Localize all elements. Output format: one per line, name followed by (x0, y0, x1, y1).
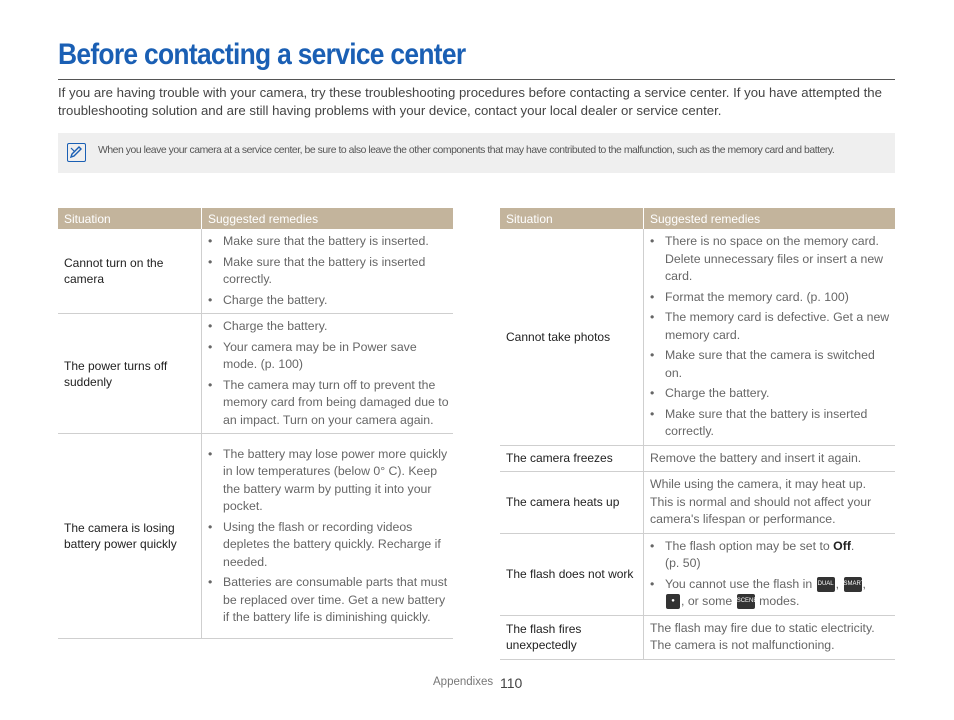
flash-item2-mid: , or some (681, 594, 733, 608)
header-remedies: Suggested remedies (644, 208, 896, 229)
remedy-item: • The memory card is defective. Get a new memory card. (650, 309, 891, 344)
situation-cell: The camera freezes (500, 445, 644, 472)
table-row (500, 615, 895, 659)
remedy-text: The flash may fire due to static electricity. The camera is not malfunctioning. (650, 620, 875, 652)
remedy-item: • The battery may lose power more quickly in low temperatures (below 0° C). Keep the battery warm by putting it into your pocket. (208, 446, 449, 516)
situation-cell: The power turns off suddenly (58, 314, 202, 434)
remedy-cell (644, 445, 896, 472)
table-row (500, 229, 895, 445)
table-row (58, 229, 453, 314)
smart-mode-icon: SMART (844, 577, 862, 592)
header-situation: Situation (500, 208, 644, 229)
table-row (58, 314, 453, 434)
remedy-item: • Batteries are consumable parts that must be replaced over time. Get a new battery if the battery life is diminishing quickly. (208, 574, 449, 627)
table-row (500, 472, 895, 534)
remedy-cell (644, 615, 896, 659)
remedy-text: While using the camera, it may heat up. This is normal and should not affect your camera's lifespan or performance. (650, 477, 872, 526)
troubleshooting-table-right (500, 208, 895, 660)
remedy-text: Remove the battery and insert it again. (650, 450, 862, 465)
flash-off-label: Off (833, 538, 851, 553)
flash-item2-text: You cannot use the flash in (665, 576, 813, 591)
flash-item1-end: . (850, 538, 855, 553)
remedy-item: • Using the flash or recording videos depletes the battery quickly. Recharge if needed. (208, 519, 449, 572)
scene-mode-icon: SCENE (737, 594, 755, 609)
remedy-item (650, 538, 891, 573)
troubleshooting-table-left (58, 208, 453, 639)
flash-item1-text: The flash option may be set to (665, 538, 834, 553)
header-situation: Situation (58, 208, 202, 229)
remedy-item: • The camera may turn off to prevent the memory card from being damaged due to an impact. Turn on your camera again. (208, 377, 449, 430)
remedy-item: • Make sure that the battery is inserted correctly. (650, 406, 891, 441)
note-box (58, 133, 895, 173)
remedy-cell (202, 314, 454, 434)
flash-item1-page: (p. 50) (665, 556, 701, 570)
remedy-item: • Make sure that the camera is switched on. (650, 347, 891, 382)
remedy-item: • Charge the battery. (208, 318, 449, 336)
table-row (500, 445, 895, 472)
movie-mode-icon: ● (666, 594, 680, 609)
flash-item2-end: modes. (759, 594, 800, 608)
situation-cell: The flash does not work (500, 533, 644, 615)
remedy-cell (202, 229, 454, 314)
remedy-item: • Your camera may be in Power save mode. (p. 100) (208, 339, 449, 374)
remedy-item: • Format the memory card. (p. 100) (650, 289, 891, 307)
remedy-item: • You cannot use the flash in DUAL , SMART, ● , or some SCENE modes. (650, 576, 891, 611)
table-row (500, 533, 895, 615)
dual-is-mode-icon: DUAL (817, 577, 835, 592)
title-divider (58, 79, 895, 80)
page-title: Before contacting a service center (58, 38, 466, 71)
remedy-item: • Charge the battery. (208, 292, 449, 310)
situation-cell: Cannot turn on the camera (58, 229, 202, 314)
header-remedies: Suggested remedies (202, 208, 454, 229)
remedy-item: • Charge the battery. (650, 385, 891, 403)
remedy-item: • Make sure that the battery is inserted correctly. (208, 254, 449, 289)
footer-section-label: Appendixes (433, 676, 494, 688)
remedy-item: • There is no space on the memory card. Delete unnecessary files or insert a new card. (650, 233, 891, 286)
table-header-row (58, 208, 453, 229)
intro-paragraph: If you are having trouble with your camera, try these troubleshooting procedures before contacting a service center. If you have attempted the troubleshooting solution and are still having problems with your device, contact your local dealer or service center. (58, 85, 882, 118)
remedy-cell (644, 533, 896, 615)
table-header-row (500, 208, 895, 229)
remedy-item: • Make sure that the battery is inserted. (208, 233, 449, 251)
table-row (58, 434, 453, 639)
situation-cell: The camera is losing battery power quickly (58, 434, 202, 639)
page-number: 110 (500, 675, 523, 691)
remedy-cell (644, 472, 896, 534)
situation-cell: Cannot take photos (500, 229, 644, 445)
situation-cell: The camera heats up (500, 472, 644, 534)
note-text: When you leave your camera at a service center, be sure to also leave the other components that may have contributed to the malfunction, such as the memory card and battery. (98, 145, 835, 156)
remedy-cell (644, 229, 896, 445)
note-pencil-icon (67, 143, 86, 162)
remedy-cell (202, 434, 454, 639)
situation-cell: The flash fires unexpectedly (500, 615, 644, 659)
